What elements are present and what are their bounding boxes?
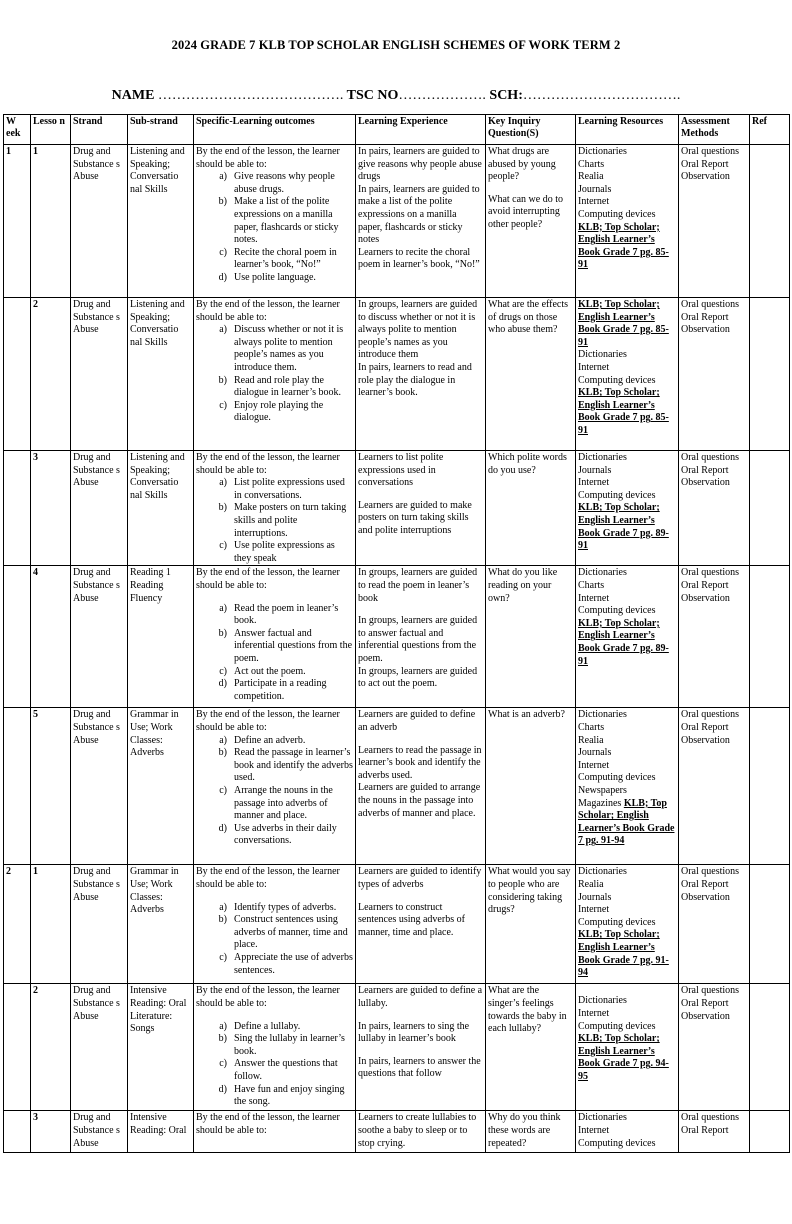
schemes-of-work-table — [3, 114, 790, 1153]
assessment-item: Oral questions — [681, 146, 740, 157]
table-row — [4, 145, 790, 298]
assessment-item: Oral Report — [681, 997, 729, 1009]
outcome-item: a. Read the poem in leaner’s book. — [232, 603, 353, 628]
experience-item: In pairs, learners to read and role play the dialogue in learner’s book. — [358, 361, 472, 399]
outcomes-intro: By the end of the lesson, the learner should be able to: — [196, 985, 340, 1009]
outcome-item: d. Have fun and enjoy singing the song. — [232, 1084, 353, 1109]
substrand-cell: Listening and Speaking; Conversatio nal Skills — [128, 298, 194, 451]
outcome-item: a. Define a lullaby. — [232, 1021, 353, 1034]
assessment-cell — [679, 566, 750, 708]
assessment-item: Oral Report — [681, 1124, 729, 1136]
inquiry-cell — [486, 865, 576, 984]
resources-cell — [576, 1111, 679, 1153]
resource-item: Computing devices — [578, 374, 656, 386]
resource-item: Computing devices — [578, 605, 656, 617]
substrand-cell: Intensive Reading: Oral — [128, 1111, 194, 1153]
resource-item: Computing devices — [578, 208, 656, 220]
strand-cell: Drug and Substance s Abuse — [71, 984, 128, 1111]
substrand-cell: Intensive Reading: Oral Literature: Songs — [128, 984, 194, 1111]
resources-cell — [576, 984, 679, 1111]
textbook-reference: KLB; Top Scholar; English Learner’s Book Grade 7 pg. 94-95 — [578, 1033, 669, 1082]
week-cell — [4, 298, 31, 451]
table-row — [4, 298, 790, 451]
outcomes-cell — [194, 708, 356, 865]
inquiry-cell — [486, 1111, 576, 1153]
outcome-item: c. Answer the questions that follow. — [232, 1058, 353, 1083]
lesson-cell: 3 — [31, 451, 71, 566]
outcomes-intro: By the end of the lesson, the learner should be able to: — [196, 146, 340, 170]
substrand-cell: Grammar in Use; Work Classes: Adverbs — [128, 708, 194, 865]
strand-cell: Drug and Substance s Abuse — [71, 865, 128, 984]
experience-item: Learners to recite the choral poem in learner’s book, “No!” — [358, 246, 480, 271]
lesson-cell: 1 — [31, 865, 71, 984]
experience-cell — [356, 984, 486, 1111]
resources-cell — [576, 451, 679, 566]
assessment-item: Observation — [681, 734, 730, 746]
resource-item: Internet — [578, 196, 610, 208]
resource-item: Realia — [578, 171, 604, 183]
resources-cell — [576, 298, 679, 451]
inquiry-question: Why do you think these words are repeated? — [488, 1112, 561, 1149]
inquiry-question: What can we do to avoid interrupting other people? — [488, 193, 563, 230]
header-resources: Learning Resources — [576, 115, 679, 145]
outcomes-cell — [194, 145, 356, 298]
assessment-item: Oral Report — [681, 579, 729, 591]
outcome-item: b. Answer factual and inferential questions from the poem. — [232, 628, 353, 666]
header-week: W eek — [4, 115, 31, 145]
experience-item: In pairs, learners to sing the lullaby in learner’s book — [358, 1020, 470, 1045]
inquiry-cell — [486, 298, 576, 451]
header-outcomes: Specific-Learning outcomes — [194, 115, 356, 145]
table-header-row — [4, 115, 790, 145]
experience-item: In pairs, learners to answer the questions that follow — [358, 1055, 481, 1080]
outcome-item: c. Enjoy role playing the dialogue. — [232, 400, 353, 425]
resource-item: Computing devices — [578, 772, 656, 784]
resource-item: Newspapers — [578, 784, 627, 796]
ref-cell — [750, 984, 790, 1111]
header-assessment: Assessment Methods — [679, 115, 750, 145]
resource-item: Realia — [578, 734, 604, 746]
week-cell — [4, 984, 31, 1111]
experience-item: Learners to create lullabies to soothe a baby to sleep or to stop crying. — [358, 1112, 477, 1149]
lesson-cell: 3 — [31, 1111, 71, 1153]
resource-item: Internet — [578, 1124, 610, 1136]
inquiry-cell — [486, 984, 576, 1111]
resource-item: Internet — [578, 361, 610, 373]
strand-cell: Drug and Substance s Abuse — [71, 566, 128, 708]
experience-item: Learners are guided to arrange the nouns in the passage into adverbs of manner and place. — [358, 782, 481, 819]
outcomes-cell — [194, 566, 356, 708]
outcomes-intro: By the end of the lesson, the learner should be able to: — [196, 452, 340, 476]
experience-cell — [356, 451, 486, 566]
lesson-cell: 4 — [31, 566, 71, 708]
outcome-item: b. Read the passage in learner’s book and identify the adverbs used. — [232, 747, 353, 785]
header-inquiry: Key Inquiry Question(S) — [486, 115, 576, 145]
outcome-item: c. Recite the choral poem in learner’s book, “No!” — [232, 247, 353, 272]
resource-item: Dictionaries — [578, 349, 627, 361]
textbook-reference: KLB; Top Scholar; English Learner’s Book Grade 7 pg. 89-91 — [578, 617, 669, 667]
resource-item: Charts — [578, 158, 605, 170]
outcomes-cell — [194, 865, 356, 984]
inquiry-question: Which polite words do you use? — [488, 452, 567, 476]
outcomes-cell — [194, 298, 356, 451]
strand-cell: Drug and Substance s Abuse — [71, 1111, 128, 1153]
experience-item: In pairs, learners are guided to give reasons why people abuse drugs — [358, 146, 482, 183]
name-blank: …………………………………. — [157, 88, 344, 103]
substrand-cell: Listening and Speaking; Conversatio nal Skills — [128, 451, 194, 566]
assessment-item: Observation — [681, 171, 730, 183]
week-cell — [4, 1111, 31, 1153]
assessment-item: Oral questions — [681, 709, 740, 721]
outcomes-intro: By the end of the lesson, the learner should be able to: — [196, 567, 340, 591]
table-row — [4, 451, 790, 566]
assessment-cell — [679, 708, 750, 865]
resource-item: Magazines — [578, 797, 622, 809]
assessment-item: Oral questions — [681, 452, 740, 463]
assessment-item: Oral questions — [681, 299, 740, 310]
experience-item: Learners are guided to define a lullaby. — [358, 985, 483, 1009]
outcome-item: a. List polite expressions used in conversations. — [232, 477, 353, 502]
resource-item: Charts — [578, 721, 605, 733]
textbook-reference: KLB; Top Scholar; English Learner’s Book Grade 7 pg. 85-91 — [578, 299, 669, 348]
outcome-item: a. Give reasons why people abuse drugs. — [232, 171, 353, 196]
experience-cell — [356, 708, 486, 865]
resource-item: Dictionaries — [578, 452, 627, 463]
resource-item: Dictionaries — [578, 709, 627, 721]
resource-item: Dictionaries — [578, 1112, 627, 1124]
strand-cell: Drug and Substance s Abuse — [71, 451, 128, 566]
experience-cell — [356, 1111, 486, 1153]
week-cell: 1 — [4, 145, 31, 298]
substrand-cell: Listening and Speaking; Conversatio nal Skills — [128, 145, 194, 298]
resource-item: Charts — [578, 579, 605, 591]
resource-item: Internet — [578, 904, 610, 916]
outcome-item: b. Construct sentences using adverbs of manner, time and place. — [232, 914, 353, 952]
outcome-item: a. Define an adverb. — [232, 735, 353, 748]
resource-item: Computing devices — [578, 916, 656, 928]
assessment-cell — [679, 145, 750, 298]
ref-cell — [750, 1111, 790, 1153]
outcome-item: b. Make a list of the polite expressions on a manilla paper, flashcards or sticky notes. — [232, 196, 353, 246]
resource-item: Journals — [578, 747, 612, 759]
name-label: NAME — [111, 88, 155, 103]
outcome-item: a. Discuss whether or not it is always polite to mention people’s names as you introduce them. — [232, 324, 353, 374]
outcome-item: c. Act out the poem. — [232, 666, 353, 679]
resources-cell — [576, 566, 679, 708]
school-label: SCH: — [489, 88, 523, 103]
resource-item: Internet — [578, 759, 610, 771]
inquiry-cell — [486, 708, 576, 865]
outcomes-cell — [194, 984, 356, 1111]
resource-item: Journals — [578, 464, 612, 476]
inquiry-question: What is an adverb? — [488, 709, 565, 721]
resource-item: Internet — [578, 477, 610, 489]
outcome-item: c. Arrange the nouns in the passage into adverbs of manner and place. — [232, 785, 353, 823]
resource-item: Journals — [578, 183, 612, 195]
lesson-cell: 1 — [31, 145, 71, 298]
ref-cell — [750, 708, 790, 865]
experience-item: In pairs, learners are guided to make a list of the polite expressions on a manilla paper, flashcards or sticky notes — [358, 183, 480, 246]
inquiry-question: What drugs are abused by young people? — [488, 146, 556, 183]
resource-item: Computing devices — [578, 1020, 656, 1032]
resource-item: Internet — [578, 1007, 610, 1019]
assessment-item: Observation — [681, 592, 730, 604]
experience-cell — [356, 865, 486, 984]
assessment-cell — [679, 984, 750, 1111]
resource-item: Dictionaries — [578, 995, 627, 1007]
outcome-item: c. Use polite expressions as they speak — [232, 540, 353, 565]
assessment-cell — [679, 451, 750, 566]
resource-item: Computing devices — [578, 489, 656, 501]
resources-cell — [576, 708, 679, 865]
lesson-cell: 2 — [31, 984, 71, 1111]
substrand-cell: Grammar in Use; Work Classes: Adverbs — [128, 865, 194, 984]
week-cell — [4, 451, 31, 566]
table-row — [4, 708, 790, 865]
outcome-item: a. Identify types of adverbs. — [232, 902, 353, 915]
header-strand: Strand — [71, 115, 128, 145]
resource-item: Internet — [578, 592, 610, 604]
ref-cell — [750, 865, 790, 984]
table-row — [4, 984, 790, 1111]
week-cell: 2 — [4, 865, 31, 984]
resource-item: Journals — [578, 891, 612, 903]
outcome-item: d. Use polite language. — [232, 272, 353, 285]
outcomes-cell — [194, 451, 356, 566]
resource-item: Dictionaries — [578, 567, 627, 579]
assessment-item: Oral Report — [681, 464, 729, 476]
tsc-blank: ………………. — [398, 88, 486, 103]
inquiry-question: What are the singer’s feelings towards the baby in each lullaby? — [488, 985, 567, 1035]
assessment-item: Oral questions — [681, 866, 740, 878]
inquiry-cell — [486, 566, 576, 708]
header-substrand: Sub-strand — [128, 115, 194, 145]
textbook-reference: KLB; Top Scholar; English Learner’s Book Grade 7 pg. 91-94 — [578, 797, 675, 847]
experience-item: Learners to read the passage in learner’s book and identify the adverbs used. — [358, 744, 482, 781]
school-blank: ……………………………. — [522, 88, 681, 103]
outcome-item: c. Appreciate the use of adverbs sentences. — [232, 952, 353, 977]
outcome-item: b. Sing the lullaby in learner’s book. — [232, 1033, 353, 1058]
resource-item: Realia — [578, 878, 604, 890]
textbook-reference: KLB; Top Scholar; English Learner’s Book Grade 7 pg. 89-91 — [578, 502, 669, 552]
textbook-reference: KLB; Top Scholar; English Learner’s Book Grade 7 pg. 85-91 — [578, 387, 669, 436]
experience-item: Learners are guided to make posters on turn taking skills and polite interruptions — [358, 499, 472, 536]
assessment-item: Observation — [681, 324, 730, 336]
experience-item: Learners are guided to identify types of adverbs — [358, 866, 482, 890]
experience-item: In groups, learners are guided to act out the poem. — [358, 665, 478, 690]
outcome-item: b. Read and role play the dialogue in learner’s book. — [232, 375, 353, 400]
ref-cell — [750, 566, 790, 708]
assessment-item: Oral questions — [681, 567, 740, 579]
outcomes-intro: By the end of the lesson, the learner should be able to: — [196, 866, 340, 890]
outcomes-intro: By the end of the lesson, the learner should be able to: — [196, 1112, 340, 1136]
inquiry-cell — [486, 451, 576, 566]
assessment-item: Observation — [681, 1010, 730, 1022]
assessment-cell — [679, 865, 750, 984]
resource-item: Dictionaries — [578, 146, 627, 157]
textbook-reference: KLB; Top Scholar; English Learner’s Book Grade 7 pg. 91-94 — [578, 929, 669, 979]
inquiry-question: What would you say to people who are considering taking drugs? — [488, 866, 571, 916]
table-row — [4, 865, 790, 984]
assessment-item: Oral Report — [681, 721, 729, 733]
experience-cell — [356, 145, 486, 298]
assessment-item: Oral Report — [681, 311, 729, 323]
resources-cell — [576, 865, 679, 984]
inquiry-question: What do you like reading on your own? — [488, 567, 558, 604]
inquiry-question: What are the effects of drugs on those who abuse them? — [488, 299, 569, 336]
assessment-item: Observation — [681, 477, 730, 489]
strand-cell: Drug and Substance s Abuse — [71, 708, 128, 865]
experience-item: Learners to construct sentences using adverbs of manner, time and place. — [358, 901, 465, 938]
table-row — [4, 566, 790, 708]
lesson-cell: 2 — [31, 298, 71, 451]
assessment-item: Oral questions — [681, 1112, 740, 1124]
outcomes-intro: By the end of the lesson, the learner should be able to: — [196, 299, 340, 323]
experience-item: In groups, learners are guided to answer factual and inferential questions from the poem. — [358, 615, 478, 664]
assessment-item: Oral Report — [681, 878, 729, 890]
header-ref: Ref — [750, 115, 790, 145]
inquiry-cell — [486, 145, 576, 298]
strand-cell: Drug and Substance s Abuse — [71, 145, 128, 298]
experience-item: Learners to list polite expressions used in conversations — [358, 452, 444, 489]
week-cell — [4, 708, 31, 865]
tsc-label: TSC NO — [346, 88, 399, 103]
substrand-cell: Reading 1 Reading Fluency — [128, 566, 194, 708]
textbook-reference: KLB; Top Scholar; English Learner’s Book Grade 7 pg. 85-91 — [578, 221, 669, 271]
week-cell — [4, 566, 31, 708]
outcome-item: d. Participate in a reading competition. — [232, 678, 353, 703]
experience-item: Learners are guided to define an adverb — [358, 709, 476, 733]
assessment-cell — [679, 1111, 750, 1153]
document-title: 2024 GRADE 7 KLB TOP SCHOLAR ENGLISH SCHEMES OF WORK TERM 2 — [171, 38, 621, 52]
teacher-details-line — [0, 88, 792, 104]
header-lesson: Lesso n — [31, 115, 71, 145]
outcomes-cell — [194, 1111, 356, 1153]
experience-item: In groups, learners are guided to read the poem in leaner’s book — [358, 567, 478, 604]
assessment-item: Oral Report — [681, 158, 729, 170]
experience-cell — [356, 566, 486, 708]
assessment-item: Oral questions — [681, 985, 740, 997]
header-experience: Learning Experience — [356, 115, 486, 145]
outcomes-intro: By the end of the lesson, the learner should be able to: — [196, 709, 340, 733]
strand-cell: Drug and Substance s Abuse — [71, 298, 128, 451]
ref-cell — [750, 145, 790, 298]
assessment-item: Observation — [681, 891, 730, 903]
resources-cell — [576, 145, 679, 298]
ref-cell — [750, 298, 790, 451]
resource-item: Computing devices — [578, 1137, 656, 1149]
outcome-item: d. Use adverbs in their daily conversations. — [232, 823, 353, 848]
assessment-cell — [679, 298, 750, 451]
experience-cell — [356, 298, 486, 451]
resource-item: Dictionaries — [578, 866, 627, 878]
lesson-cell: 5 — [31, 708, 71, 865]
table-row — [4, 1111, 790, 1153]
outcome-item: b. Make posters on turn taking skills and polite interruptions. — [232, 502, 353, 540]
experience-item: In groups, learners are guided to discuss whether or not it is always polite to mention people’s names as you introduce them — [358, 299, 478, 361]
ref-cell — [750, 451, 790, 566]
